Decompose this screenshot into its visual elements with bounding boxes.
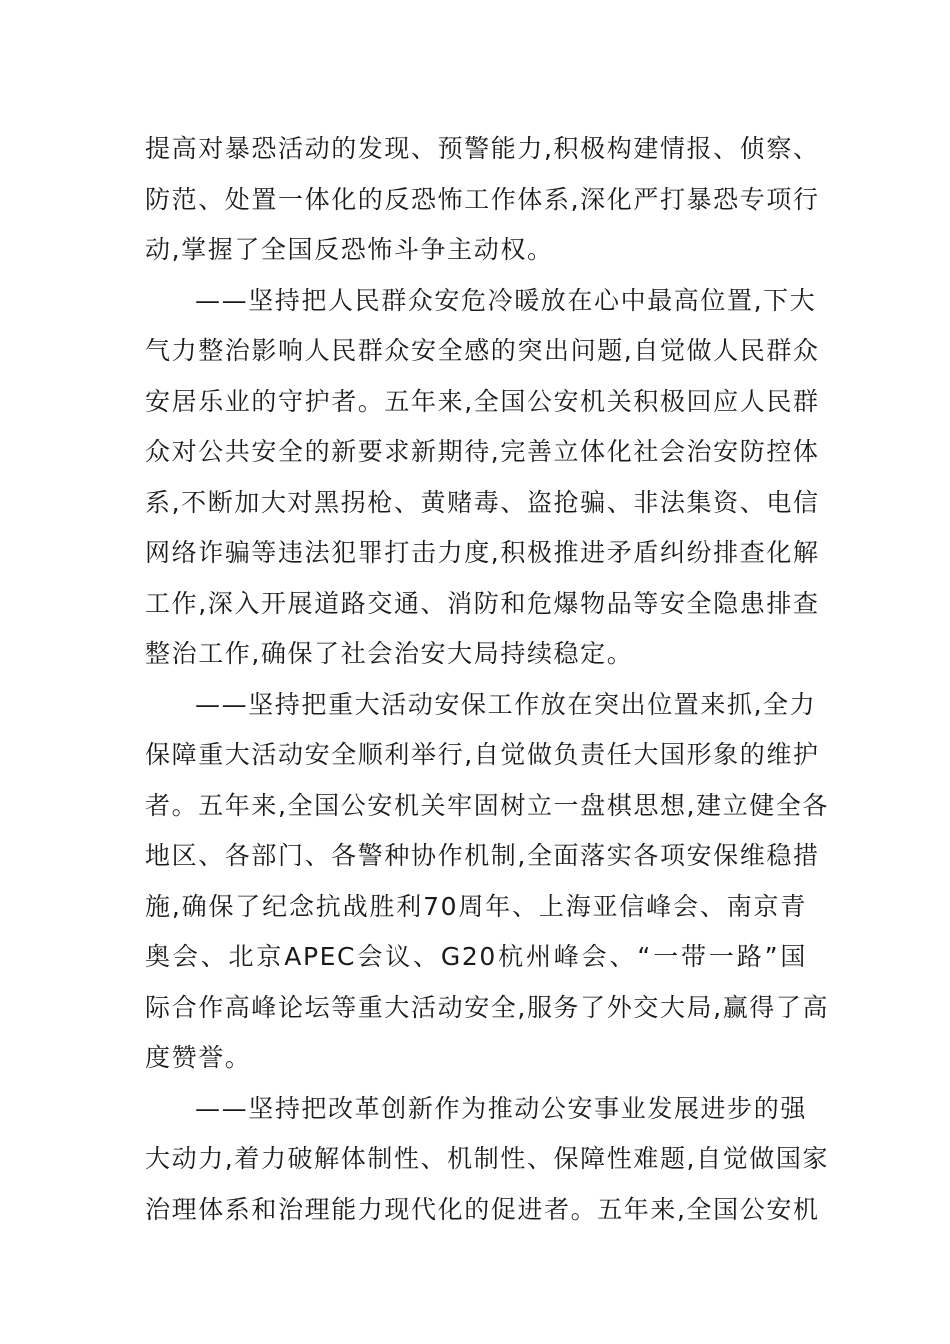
text-line: 工作,深入开展道路交通、消防和危爆物品等安全隐患排查 bbox=[145, 588, 820, 618]
text-line: 保障重大活动安全顺利举行,自觉做负责任大国形象的维护 bbox=[145, 740, 820, 769]
text-line: 治理体系和治理能力现代化的促进者。五年来,全国公安机 bbox=[145, 1194, 820, 1224]
text-line: 众对公共安全的新要求新期待,完善立体化社会治安防控体 bbox=[145, 437, 820, 466]
text-line: 际合作高峰论坛等重大活动安全,服务了外交大局,赢得了高 bbox=[145, 992, 830, 1022]
text-line: 安居乐业的守护者。五年来,全国公安机关积极回应人民群 bbox=[145, 386, 820, 416]
text-line: ——坚持把改革创新作为推动公安事业发展进步的强 bbox=[195, 1093, 807, 1123]
paragraph bbox=[145, 124, 820, 276]
text-line: 地区、各部门、各警种协作机制,全面落实各项安保维稳措 bbox=[145, 841, 820, 870]
text-line: 网络诈骗等违法犯罪打击力度,积极推进矛盾纠纷排查化解 bbox=[145, 538, 820, 567]
text-line: 者。五年来,全国公安机关牢固树立一盘棋思想,建立健全各 bbox=[145, 790, 830, 820]
text-line: 大动力,着力破解体制性、机制性、保障性难题,自觉做国家 bbox=[145, 1144, 830, 1173]
text-line: 气力整治影响人民群众安全感的突出问题,自觉做人民群众 bbox=[145, 336, 820, 365]
text-line: 奥会、北京APEC会议、G20杭州峰会、“一带一路”国 bbox=[145, 942, 807, 971]
text-line: ——坚持把人民群众安危冷暖放在心中最高位置,下大 bbox=[195, 285, 817, 315]
paragraph bbox=[145, 680, 830, 1084]
text-line: 防范、处置一体化的反恐怖工作体系,深化严打暴恐专项行 bbox=[145, 184, 820, 214]
text-line: 施,确保了纪念抗战胜利70周年、上海亚信峰会、南京青 bbox=[145, 891, 807, 921]
paragraph bbox=[145, 1084, 830, 1236]
text-line: 整治工作,确保了社会治安大局持续稳定。 bbox=[145, 639, 634, 668]
text-line: 度赞誉。 bbox=[145, 1043, 252, 1072]
text-line: 系,不断加大对黑拐枪、黄赌毒、盗抢骗、非法集资、电信 bbox=[145, 487, 820, 517]
text-line: 动,掌握了全国反恐怖斗争主动权。 bbox=[145, 235, 554, 264]
text-line: 提高对暴恐活动的发现、预警能力,积极构建情报、侦察、 bbox=[145, 134, 820, 163]
paragraph bbox=[145, 276, 820, 680]
body-text bbox=[145, 124, 830, 1235]
text-line: ——坚持把重大活动安保工作放在突出位置来抓,全力 bbox=[195, 689, 817, 719]
